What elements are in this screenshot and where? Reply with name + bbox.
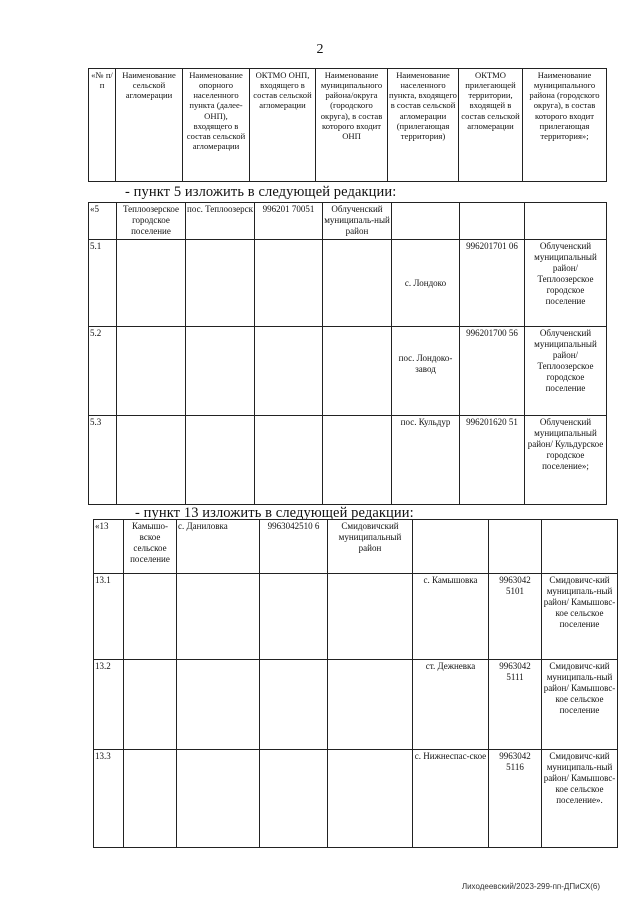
section5-heading: - пункт 5 изложить в следующей редакции: bbox=[125, 184, 397, 200]
header-col-oktmo-onp: ОКТМО ОНП, входящего в состав сельской агломерации bbox=[250, 69, 316, 182]
cell-number: 13.1 bbox=[94, 574, 124, 660]
page-number: 2 bbox=[316, 42, 324, 57]
cell-agglomeration: Теплоозерское городское поселение bbox=[117, 203, 186, 240]
header-col-district: Наименование муниципального района/округа (городского округа), в состав которого входит ОНП bbox=[316, 69, 388, 182]
cell-territory-district bbox=[525, 203, 607, 240]
cell-empty bbox=[186, 240, 255, 327]
document-footer-code: Лиходеевский/2023-299-пп-ДПиСХ(6) bbox=[461, 882, 600, 891]
table-row bbox=[94, 750, 618, 848]
cell-oktmo-territory: 9963042 5101 bbox=[489, 574, 542, 660]
cell-oktmo-territory: 996201700 56 bbox=[460, 327, 525, 416]
cell-empty bbox=[255, 240, 323, 327]
header-col-agglomeration: Наименование сельской агломерации bbox=[116, 69, 183, 182]
section13-heading: - пункт 13 изложить в следующей редакции: bbox=[135, 505, 414, 521]
cell-empty bbox=[177, 574, 260, 660]
table-row bbox=[89, 416, 607, 505]
cell-territory-district bbox=[542, 520, 618, 574]
cell-territory-district: Облученский муниципальный район/ Теплоозерское городское поселение bbox=[525, 240, 607, 327]
cell-oktmo-territory: 996201620 51 bbox=[460, 416, 525, 505]
cell-territory-district: Смидовичс-кий муниципаль-ный район/ Камышовс-кое сельское поселение». bbox=[542, 750, 618, 848]
cell-territory-district: Смидовичс-кий муниципаль-ный район/ Камышовс-кое сельское поселение bbox=[542, 574, 618, 660]
cell-settlement: с. Камышовка bbox=[413, 574, 489, 660]
header-col-oktmo-territory: ОКТМО прилегающей территории, входящей в состав сельской агломерации bbox=[459, 69, 523, 182]
table-row bbox=[94, 520, 618, 574]
cell-settlement: пос. Лондоко-завод bbox=[392, 327, 460, 416]
table-row bbox=[94, 574, 618, 660]
cell-oktmo-territory: 9963042 5116 bbox=[489, 750, 542, 848]
cell-number: 5.2 bbox=[89, 327, 117, 416]
cell-empty bbox=[186, 416, 255, 505]
table-row bbox=[94, 660, 618, 750]
cell-empty bbox=[260, 750, 328, 848]
cell-empty bbox=[124, 660, 177, 750]
table-row bbox=[89, 240, 607, 327]
cell-empty bbox=[255, 327, 323, 416]
cell-oktmo-onp: 9963042510 6 bbox=[260, 520, 328, 574]
cell-settlement: пос. Кульдур bbox=[392, 416, 460, 505]
cell-oktmo-territory bbox=[489, 520, 542, 574]
cell-agglomeration: Камышо-вское сельское поселение bbox=[124, 520, 177, 574]
header-table bbox=[88, 68, 607, 182]
cell-oktmo-territory: 996201701 06 bbox=[460, 240, 525, 327]
cell-empty bbox=[177, 750, 260, 848]
cell-empty bbox=[124, 750, 177, 848]
table-row bbox=[89, 203, 607, 240]
cell-empty bbox=[323, 240, 392, 327]
cell-empty bbox=[186, 327, 255, 416]
table-row bbox=[89, 327, 607, 416]
cell-number: «5 bbox=[89, 203, 117, 240]
header-col-territory-district: Наименование муниципального района (городского округа), в состав которого входит прилегающая территория»; bbox=[523, 69, 607, 182]
cell-empty bbox=[260, 574, 328, 660]
cell-empty bbox=[124, 574, 177, 660]
cell-settlement bbox=[392, 203, 460, 240]
cell-empty bbox=[328, 574, 413, 660]
header-col-number: «№ п/п bbox=[89, 69, 116, 182]
cell-onp: с. Даниловка bbox=[177, 520, 260, 574]
cell-territory-district: Облученский муниципальный район/ Теплоозерское городское поселение bbox=[525, 327, 607, 416]
cell-settlement bbox=[413, 520, 489, 574]
cell-empty bbox=[177, 660, 260, 750]
cell-empty bbox=[117, 416, 186, 505]
cell-district: Смидовичский муниципальный район bbox=[328, 520, 413, 574]
cell-oktmo-territory: 9963042 5111 bbox=[489, 660, 542, 750]
cell-oktmo-territory bbox=[460, 203, 525, 240]
cell-settlement: с. Нижнеспас-ское bbox=[413, 750, 489, 848]
cell-territory-district: Облученский муниципальный район/ Кульдурское городское поселение»; bbox=[525, 416, 607, 505]
cell-empty bbox=[255, 416, 323, 505]
header-col-settlement: Наименование населенного пункта, входящего в состав сельской агломерации (прилегающая территория) bbox=[388, 69, 459, 182]
cell-empty bbox=[117, 327, 186, 416]
cell-empty bbox=[117, 240, 186, 327]
cell-settlement: ст. Дежневка bbox=[413, 660, 489, 750]
cell-empty bbox=[323, 327, 392, 416]
cell-number: «13 bbox=[94, 520, 124, 574]
cell-empty bbox=[323, 416, 392, 505]
cell-empty bbox=[328, 750, 413, 848]
cell-number: 13.2 bbox=[94, 660, 124, 750]
section13-table bbox=[93, 519, 618, 848]
cell-empty bbox=[260, 660, 328, 750]
cell-district: Облученский муниципаль-ный район bbox=[323, 203, 392, 240]
cell-settlement: с. Лондоко bbox=[392, 240, 460, 327]
cell-empty bbox=[328, 660, 413, 750]
cell-oktmo-onp: 996201 70051 bbox=[255, 203, 323, 240]
cell-onp: пос. Теплоозерск bbox=[186, 203, 255, 240]
cell-number: 13.3 bbox=[94, 750, 124, 848]
cell-territory-district: Смидовичс-кий муниципаль-ный район/ Камышовс-кое сельское поселение bbox=[542, 660, 618, 750]
cell-number: 5.3 bbox=[89, 416, 117, 505]
cell-number: 5.1 bbox=[89, 240, 117, 327]
header-col-onp: Наименование опорного населенного пункта (далее-ОНП), входящего в состав сельской агломерации bbox=[183, 69, 250, 182]
section5-table bbox=[88, 202, 607, 505]
